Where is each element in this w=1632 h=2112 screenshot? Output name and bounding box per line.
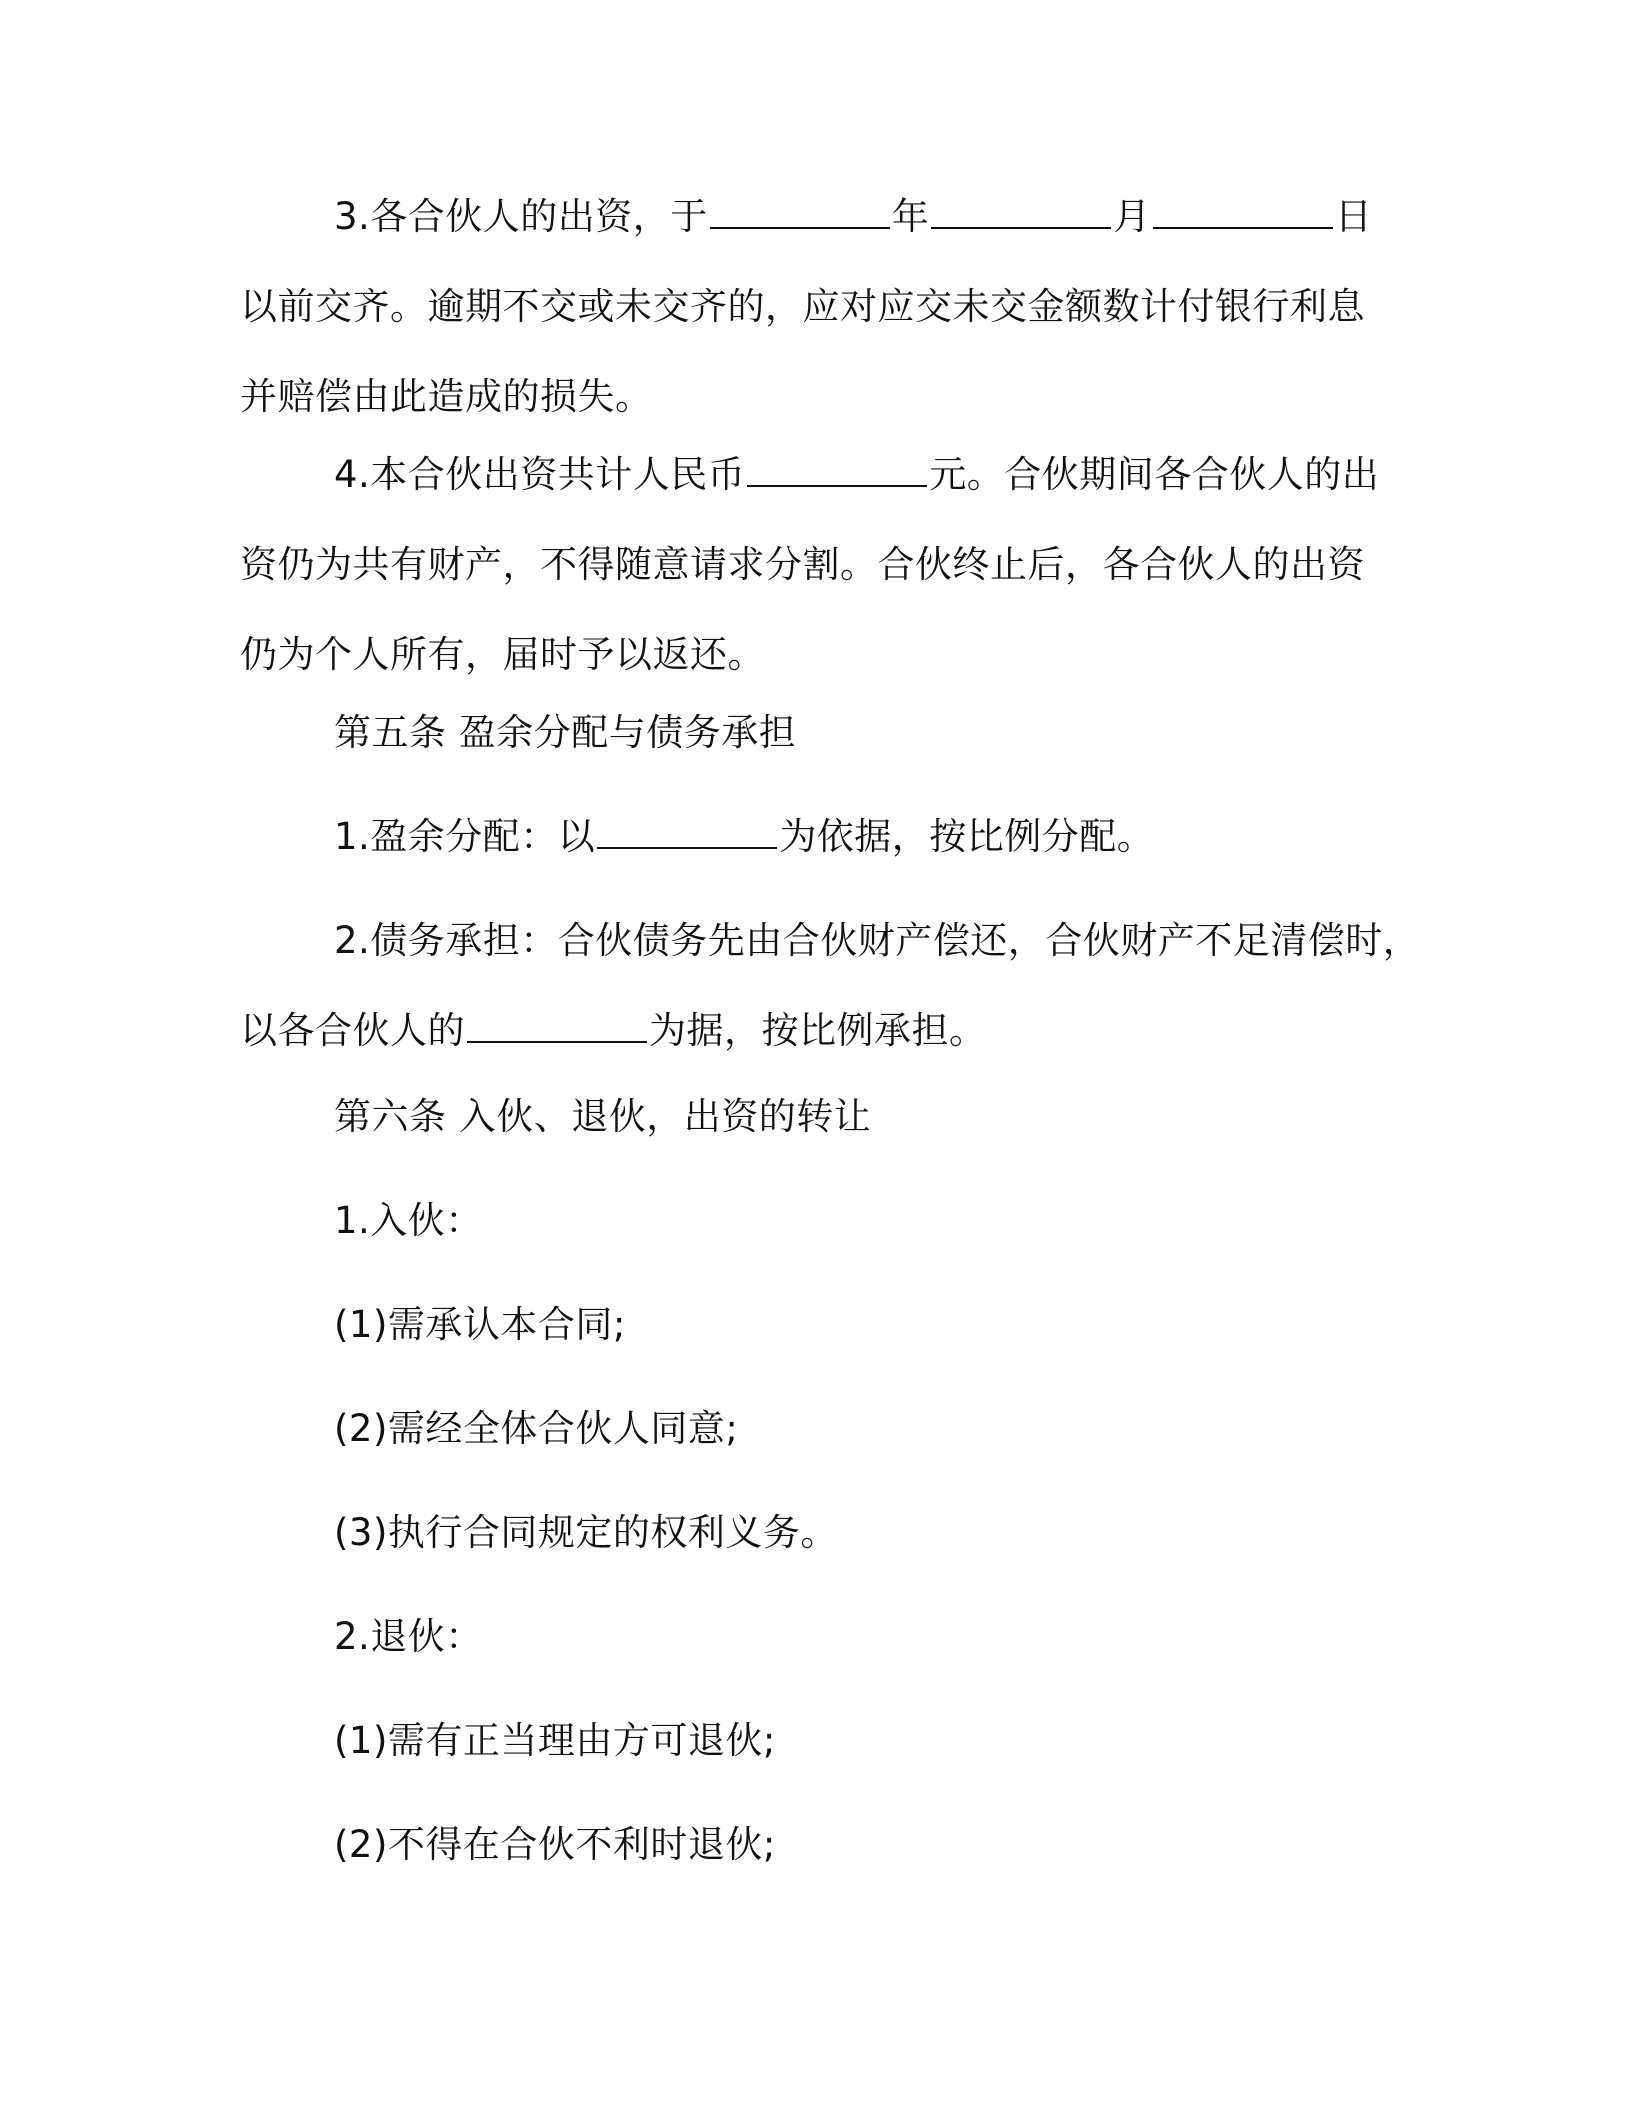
text-segment: 4.本合伙出资共计人民币 <box>334 453 746 496</box>
text-segment: 为据，按比例承担。 <box>649 1009 987 1052</box>
list-item-text: (2)需经全体合伙人同意; <box>334 1407 739 1450</box>
list-item <box>240 1488 1400 1578</box>
text-segment: 年 <box>891 195 930 238</box>
list-item <box>240 1280 1400 1370</box>
paragraph-line <box>240 172 1400 262</box>
article-5-heading <box>240 688 1400 778</box>
paragraph-profit-distribution <box>240 792 1400 882</box>
text-segment: 3.各合伙人的出资，于 <box>334 195 708 238</box>
heading-text: 2.退伙： <box>334 1615 483 1658</box>
withdraw-heading <box>240 1592 1400 1682</box>
list-item-text: (2)不得在合伙不利时退伙; <box>334 1823 776 1866</box>
text-segment: 元。合伙期间各合伙人的出 <box>929 453 1380 496</box>
paragraph-line <box>240 792 1400 882</box>
fill-in-blank-year[interactable] <box>710 197 890 229</box>
paragraph-line: 资仍为共有财产，不得随意请求分割。合伙终止后，各合伙人的出资 <box>240 543 1365 586</box>
text-segment: 以各合伙人的 <box>240 1009 465 1052</box>
list-item <box>240 1696 1400 1786</box>
paragraph-debt-bearing <box>240 896 1421 1076</box>
paragraph-line: 仍为个人所有，届时予以返还。 <box>240 633 765 676</box>
paragraph-line: 并赔偿由此造成的损失。 <box>240 375 653 418</box>
list-item <box>240 1800 1400 1890</box>
text-segment: 为依据，按比例分配。 <box>779 815 1155 858</box>
heading-text: 1.入伙： <box>334 1199 483 1242</box>
paragraph-contribution-deadline <box>240 172 1400 442</box>
heading-text: 第五条 盈余分配与债务承担 <box>334 711 797 754</box>
article-6-heading <box>240 1072 1400 1162</box>
text-segment: 1.盈余分配：以 <box>334 815 596 858</box>
join-heading <box>240 1176 1400 1266</box>
paragraph-total-contribution <box>240 430 1400 700</box>
list-item-text: (1)需承认本合同; <box>334 1303 626 1346</box>
paragraph-line: 2.债务承担：合伙债务先由合伙财产偿还，合伙财产不足清偿时， <box>334 919 1421 962</box>
list-item-text: (1)需有正当理由方可退伙; <box>334 1719 776 1762</box>
fill-in-blank-debt-basis[interactable] <box>467 1011 647 1043</box>
heading-text: 第六条 入伙、退伙，出资的转让 <box>334 1095 872 1138</box>
text-segment: 日 <box>1334 195 1373 238</box>
fill-in-blank-month[interactable] <box>931 197 1111 229</box>
fill-in-blank-day[interactable] <box>1153 197 1333 229</box>
fill-in-blank-profit-basis[interactable] <box>597 817 777 849</box>
fill-in-blank-amount[interactable] <box>747 455 927 487</box>
paragraph-line <box>240 430 1400 520</box>
paragraph-line <box>240 986 1400 1076</box>
text-segment: 月 <box>1113 195 1151 238</box>
list-item-text: (3)执行合同规定的权利义务。 <box>334 1511 838 1554</box>
list-item <box>240 1384 1400 1474</box>
paragraph-line: 以前交齐。逾期不交或未交齐的，应对应交未交金额数计付银行利息 <box>240 285 1365 328</box>
